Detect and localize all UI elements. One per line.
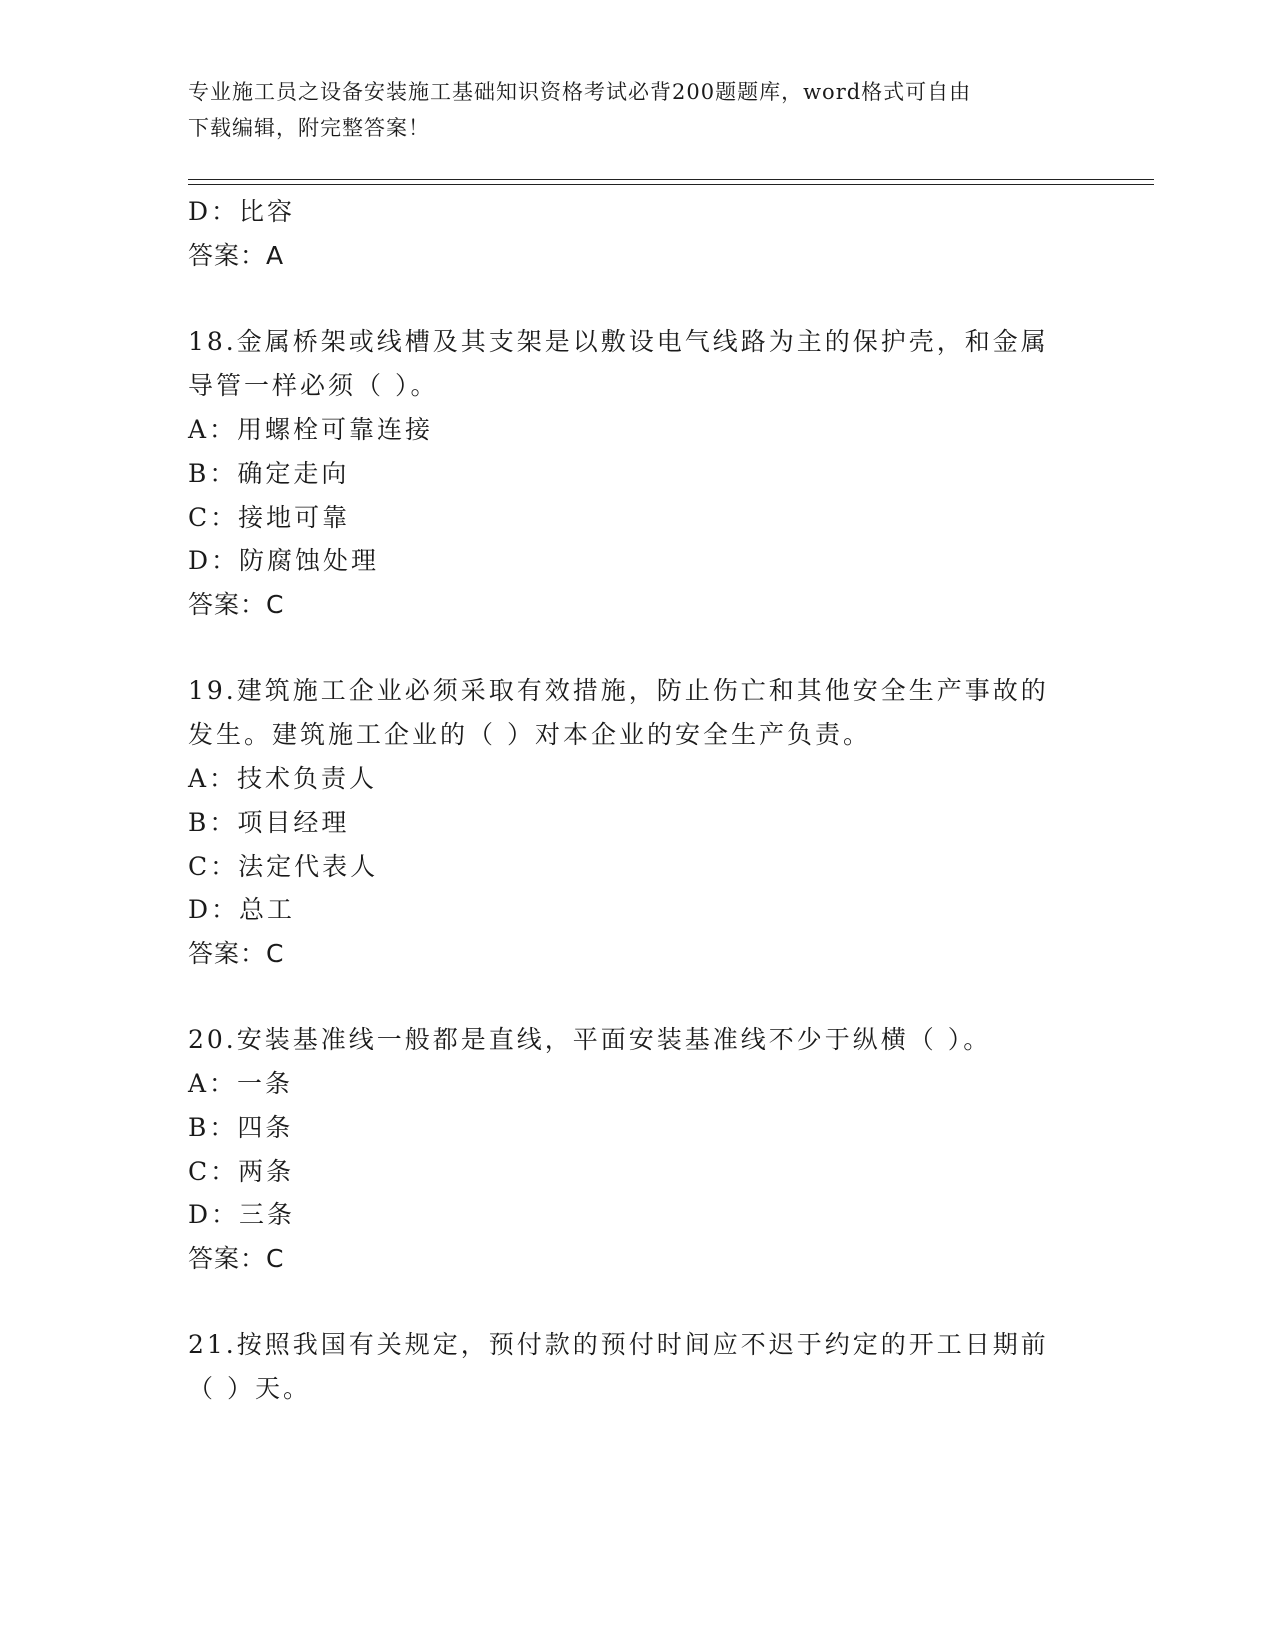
- option-d: D：防腐蚀处理: [188, 546, 380, 575]
- question-stem: 18.金属桥架或线槽及其支架是以敷设电气线路为主的保护壳，和金属: [188, 327, 1049, 356]
- option-b: B：确定走向: [188, 459, 350, 488]
- option-b: B：四条: [188, 1113, 294, 1142]
- header-line-1: 专业施工员之设备安装施工基础知识资格考试必背200题题库，word格式可自由: [188, 80, 972, 104]
- question-stem-continued: 发生。建筑施工企业的（ ）对本企业的安全生产负责。: [188, 720, 871, 749]
- answer-line: 答案：C: [188, 939, 285, 968]
- option-d: D：比容: [188, 197, 296, 226]
- question-stem: 21.按照我国有关规定，预付款的预付时间应不迟于约定的开工日期前: [188, 1330, 1049, 1359]
- answer-line: 答案：C: [188, 590, 285, 619]
- answer-line: 答案：A: [188, 241, 285, 270]
- option-a: A：用螺栓可靠连接: [188, 415, 434, 444]
- question-stem: 19.建筑施工企业必须采取有效措施，防止伤亡和其他安全生产事故的: [188, 676, 1049, 705]
- option-d: D：三条: [188, 1200, 296, 1229]
- option-c: C：接地可靠: [188, 503, 351, 532]
- option-a: A：技术负责人: [188, 764, 378, 793]
- option-c: C：法定代表人: [188, 852, 379, 881]
- option-b: B：项目经理: [188, 808, 350, 837]
- question-stem: 20.安装基准线一般都是直线，平面安装基准线不少于纵横（ ）。: [188, 1025, 992, 1054]
- option-d: D：总工: [188, 895, 296, 924]
- option-a: A：一条: [188, 1069, 294, 1098]
- option-c: C：两条: [188, 1157, 295, 1186]
- document-header: [188, 74, 1068, 146]
- question-stem-continued: 导管一样必须（ ）。: [188, 371, 439, 400]
- header-divider-bottom: [188, 184, 1154, 185]
- header-line-2: 下载编辑，附完整答案！: [188, 116, 430, 140]
- header-divider-top: [188, 179, 1154, 180]
- question-stem-continued: （ ）天。: [188, 1374, 311, 1403]
- answer-line: 答案：C: [188, 1244, 285, 1273]
